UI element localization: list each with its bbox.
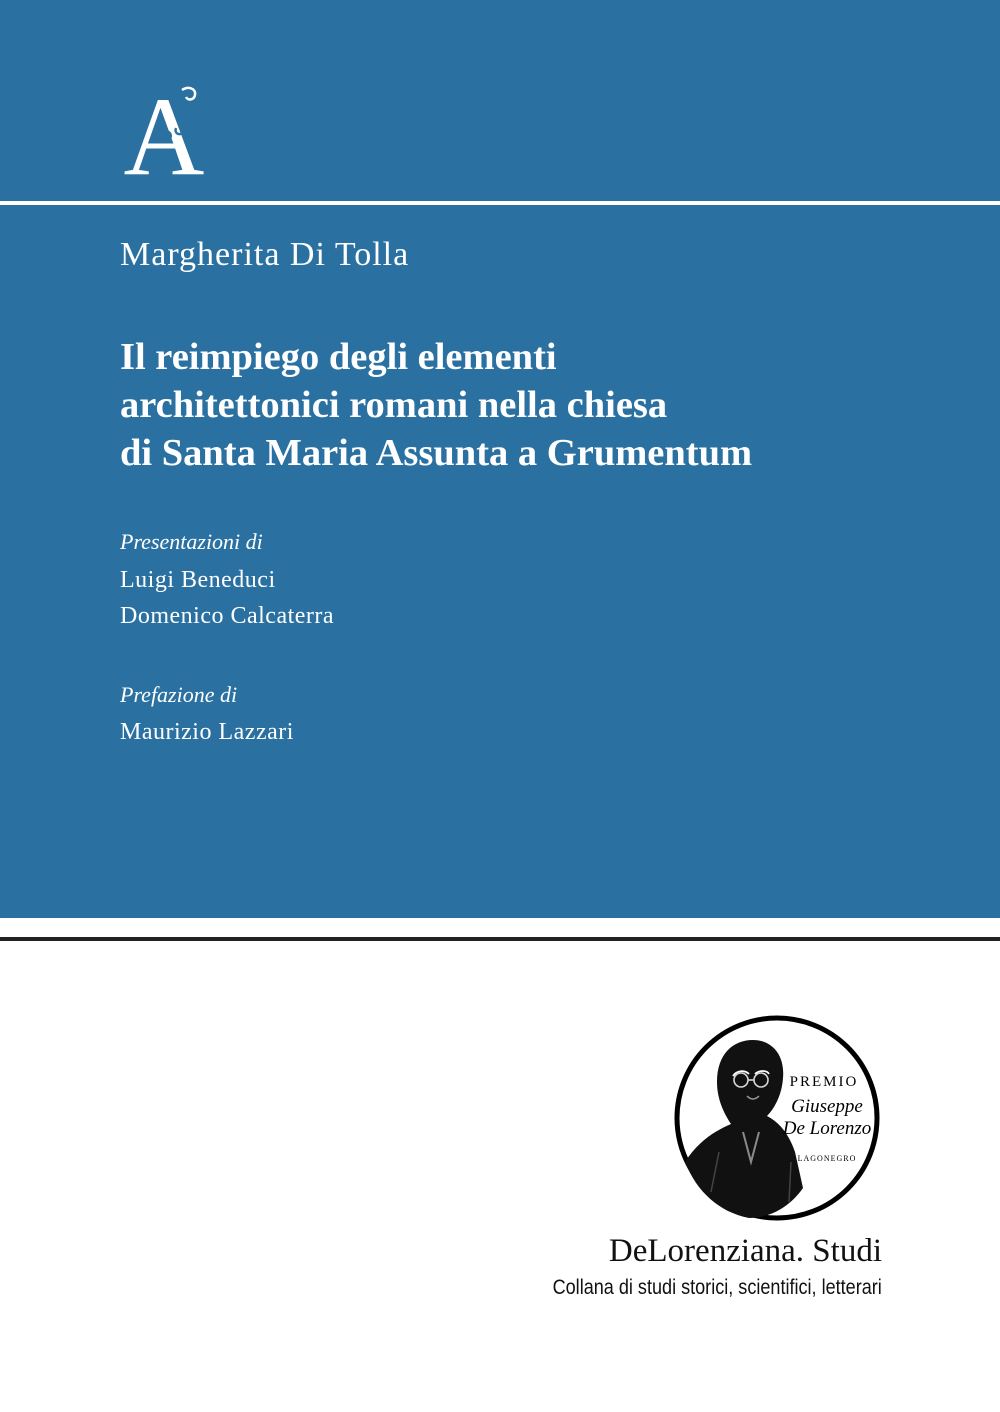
seal-text-de-lorenzo: De Lorenzo <box>782 1118 872 1139</box>
title-line-1: Il reimpiego degli elementi <box>120 336 557 378</box>
preface-author-name: Maurizio Lazzari <box>120 719 294 745</box>
award-seal-icon <box>671 1012 883 1224</box>
book-title <box>120 333 752 477</box>
title-line-2: architettonici romani nella chiesa <box>120 384 668 426</box>
series-subtitle: Collana di studi storici, scientifici, letterari <box>552 1276 882 1299</box>
seal-text-lagonegro: LAGONEGRO <box>797 1154 857 1163</box>
presenter-name-1: Luigi Beneduci <box>120 567 276 593</box>
presenter-name-2: Domenico Calcaterra <box>120 603 335 629</box>
top-divider <box>0 201 1000 205</box>
presentations-label: Presentazioni di <box>120 529 263 554</box>
author-name: Margherita Di Tolla <box>120 236 410 273</box>
seal-text-giuseppe: Giuseppe <box>791 1096 863 1117</box>
bottom-divider <box>0 937 1000 941</box>
publisher-logo-icon <box>118 84 212 178</box>
title-line-3: di Santa Maria Assunta a Grumentum <box>120 432 753 474</box>
seal-text-premio: PREMIO <box>789 1074 859 1090</box>
publisher-logo-letter: A <box>123 84 205 178</box>
preface-label: Prefazione di <box>120 682 238 707</box>
series-name: DeLorenziana. Studi <box>608 1233 882 1269</box>
